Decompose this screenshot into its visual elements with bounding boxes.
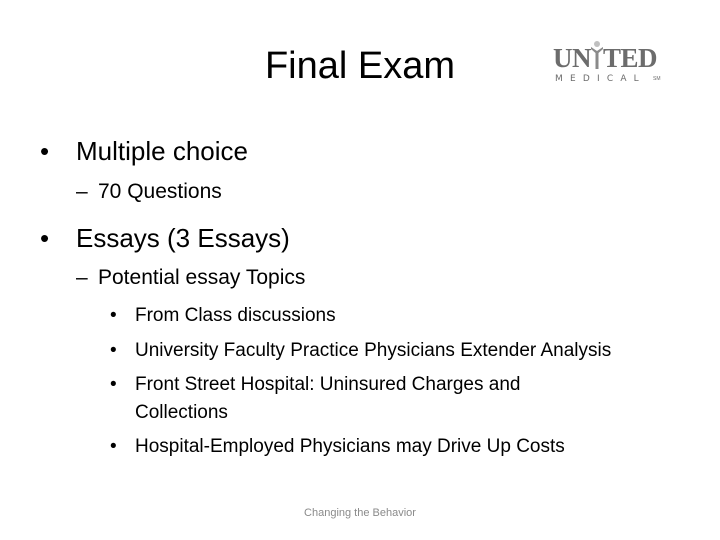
bullet-text: Collections <box>135 402 228 423</box>
dash-marker: – <box>76 180 88 203</box>
bullet-text: Front Street Hospital: Uninsured Charges and <box>135 374 521 395</box>
topic-hospital-employed <box>110 434 565 460</box>
logo-subtitle: MEDICAL <box>555 74 646 84</box>
logo-text-left: UN <box>553 43 591 73</box>
bullet-text: From Class discussions <box>135 305 336 326</box>
bullet-potential-topics <box>76 264 305 292</box>
bullet-marker: • <box>110 436 117 457</box>
logo-text-right: TED <box>603 43 658 73</box>
slide-footer: Changing the Behavior <box>304 507 416 519</box>
bullet-marker: • <box>110 374 117 395</box>
dash-marker: – <box>76 266 88 289</box>
bullet-essays <box>40 222 290 254</box>
bullet-text: Multiple choice <box>76 136 248 166</box>
bullet-text: Essays (3 Essays) <box>76 223 290 253</box>
bullet-text: Hospital-Employed Physicians may Drive Up Costs <box>135 436 565 457</box>
bullet-text: 70 Questions <box>98 180 222 203</box>
person-icon <box>590 40 604 70</box>
topic-class-discussions <box>110 303 336 329</box>
topic-front-street-continuation <box>135 400 228 426</box>
bullet-multiple-choice <box>40 135 248 167</box>
bullet-marker: • <box>40 136 50 166</box>
bullet-text: Potential essay Topics <box>98 266 306 289</box>
bullet-text: University Faculty Practice Physicians Extender Analysis <box>135 340 612 361</box>
bullet-marker: • <box>110 340 117 361</box>
bullet-70-questions <box>76 178 222 206</box>
united-medical-logo <box>553 40 663 92</box>
bullet-marker: • <box>110 305 117 326</box>
topic-faculty-practice <box>110 338 611 364</box>
slide-title: Final Exam <box>264 45 456 87</box>
logo-servicemark: SM <box>653 76 661 82</box>
logo-wordmark <box>553 40 657 74</box>
topic-front-street-hospital <box>110 372 520 398</box>
bullet-marker: • <box>40 223 50 253</box>
